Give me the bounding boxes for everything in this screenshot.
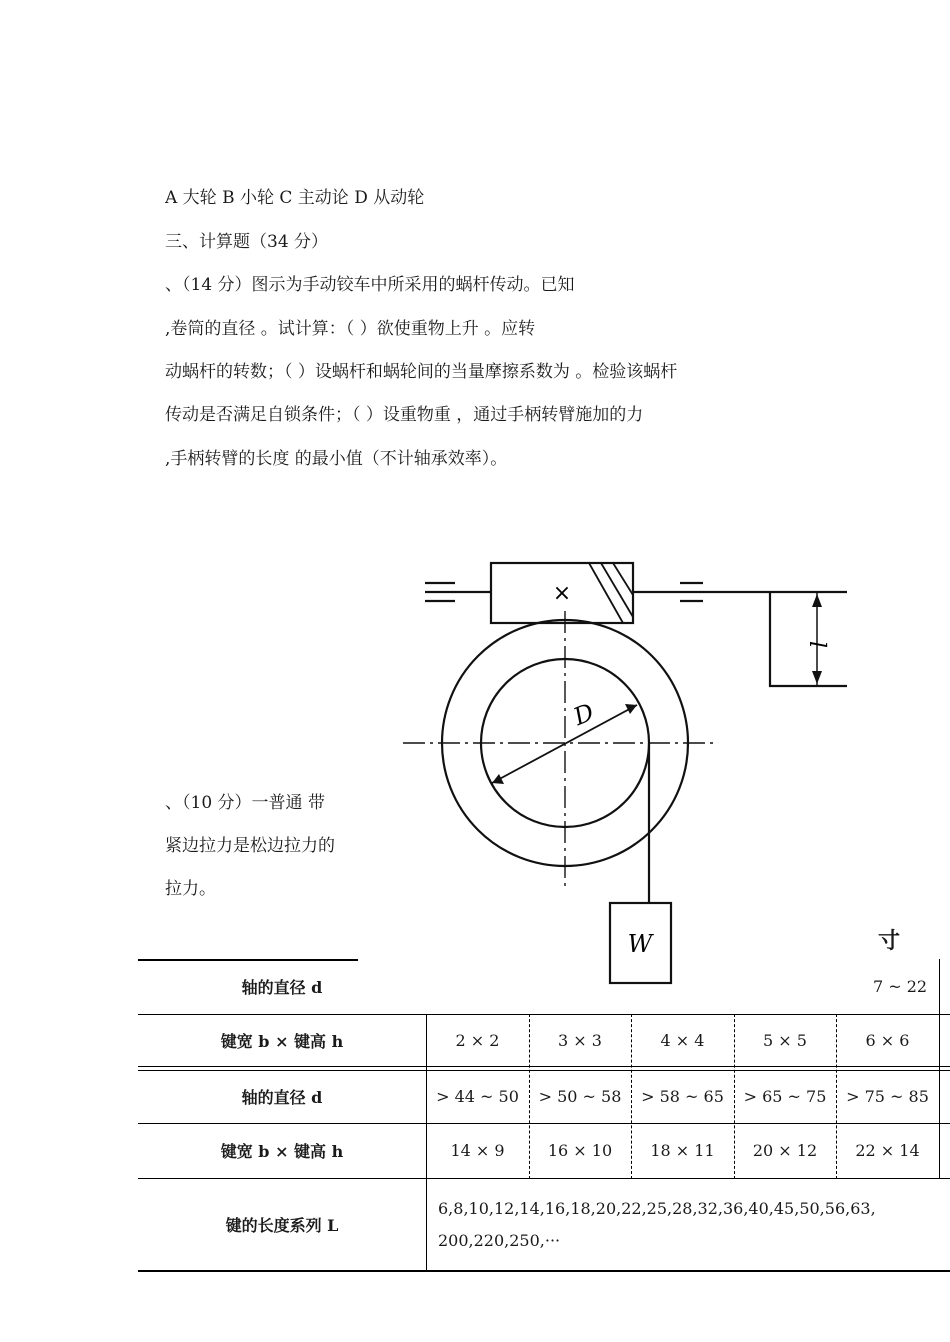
row-header-shaft-diameter: 轴的直径 d [241, 1088, 323, 1107]
worm-drive-figure [375, 545, 950, 990]
question-line-3: 动蜗杆的转数；（ ）设蜗杆和蜗轮间的当量摩擦系数为 。检验该蜗杆 [165, 362, 678, 382]
arm-length-label: l [804, 641, 829, 649]
choice-options: A 大轮 B 小轮 C 主动论 D 从动轮 [165, 188, 425, 208]
table-cell: 16 × 10 [547, 1141, 613, 1160]
table-cell: 3 × 3 [558, 1030, 602, 1050]
key-size-table [138, 957, 950, 1273]
question2-line-3: 拉力。 [165, 879, 216, 899]
length-series-line-2: 200,220,250,··· [438, 1231, 561, 1250]
worm-mark: × [552, 581, 572, 606]
row-header-key-size: 键宽 b × 键高 h [220, 1142, 344, 1161]
table-title-fragment: 寸 [878, 928, 901, 954]
question2-line-2: 紧边拉力是松边拉力的 [165, 836, 335, 856]
question-line-1: 、（14 分）图示为手动铰车中所采用的蜗杆传动。已知 [165, 275, 575, 295]
row-header-shaft-diameter: 轴的直径 d [241, 978, 323, 997]
question-line-4: 传动是否满足自锁条件；（ ）设重物重 ，通过手柄转臂施加的力 [165, 405, 644, 425]
question-line-5: ,手柄转臂的长度 的最小值（不计轴承效率）。 [165, 449, 508, 469]
worm-drive-diagram [375, 545, 950, 990]
table-cell: 14 × 9 [450, 1141, 505, 1160]
table-cell: > 58 ~ 65 [641, 1087, 724, 1106]
table-cell: > 44 ~ 50 [436, 1087, 519, 1106]
table-cell: > 65 ~ 75 [743, 1087, 827, 1106]
table-cell: > 75 ~ 85 [846, 1087, 929, 1106]
row-header-length-series: 键的长度系列 L [225, 1215, 339, 1235]
weight-label: W [627, 930, 653, 958]
question-line-2: ,卷筒的直径 。试计算：（ ）欲使重物上升 。应转 [165, 319, 536, 339]
crank-arm [770, 592, 847, 686]
table-cell: 18 × 11 [650, 1141, 715, 1160]
length-series-line-1: 6,8,10,12,14,16,18,20,22,25,28,32,36,40,45,50,56,63, [438, 1199, 876, 1218]
table-cell: 2 × 2 [455, 1030, 500, 1050]
table-cell: > 50 ~ 58 [538, 1087, 622, 1106]
table-cell: 20 × 12 [752, 1141, 818, 1160]
table-cell: 5 × 5 [763, 1030, 807, 1050]
table-cell: 4 × 4 [660, 1030, 705, 1050]
row-header-key-size: 键宽 b × 键高 h [220, 1031, 344, 1051]
table-cell: 6 × 6 [865, 1030, 910, 1050]
question2-line-1: 、（10 分）一普通 带 [165, 793, 325, 813]
diameter-label: D [569, 697, 598, 732]
table-cell: 7 ~ 22 [872, 977, 928, 996]
section-heading: 三、计算题（34 分） [165, 232, 329, 252]
table-cell: 22 × 14 [855, 1141, 920, 1160]
